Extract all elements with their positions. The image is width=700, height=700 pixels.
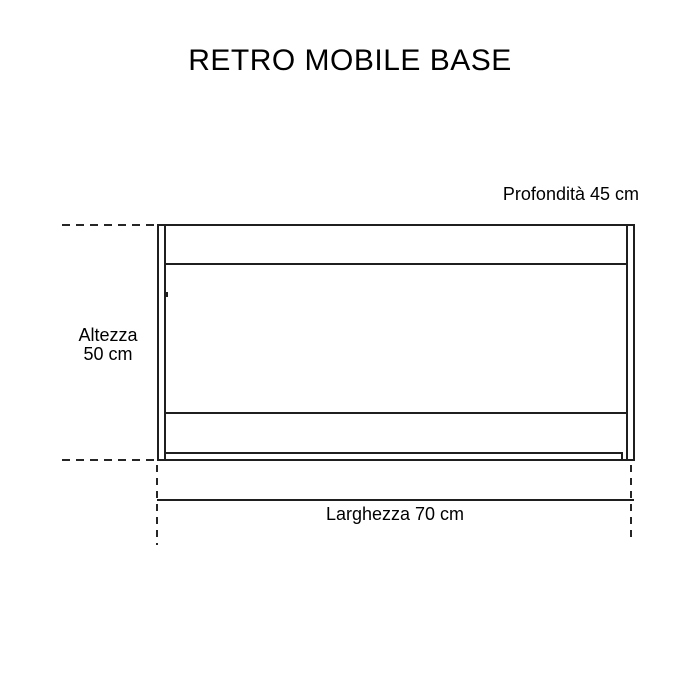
width-dimension-line [157, 499, 634, 501]
plinth-line [166, 452, 623, 454]
height-extension-dashed-top [62, 224, 155, 226]
top-rail-line [166, 263, 626, 265]
left-side-panel-inner-line [164, 226, 166, 459]
depth-dimension-label: Profondità 45 cm [502, 184, 639, 204]
cabinet-outline [157, 224, 635, 461]
height-label-line2: 50 cm [83, 344, 133, 364]
right-side-panel-inner-line [626, 226, 628, 459]
height-extension-dashed-bottom [62, 459, 155, 461]
width-extension-dashed-right [630, 465, 632, 540]
bottom-shelf-line [166, 412, 626, 414]
pin-hole-mark [166, 292, 168, 297]
height-label-line1: Altezza [78, 325, 138, 345]
height-dimension-label [48, 326, 168, 364]
plinth-end-cap [621, 452, 623, 459]
page-title: RETRO MOBILE BASE [188, 44, 512, 77]
width-dimension-label: Larghezza 70 cm [325, 504, 465, 524]
